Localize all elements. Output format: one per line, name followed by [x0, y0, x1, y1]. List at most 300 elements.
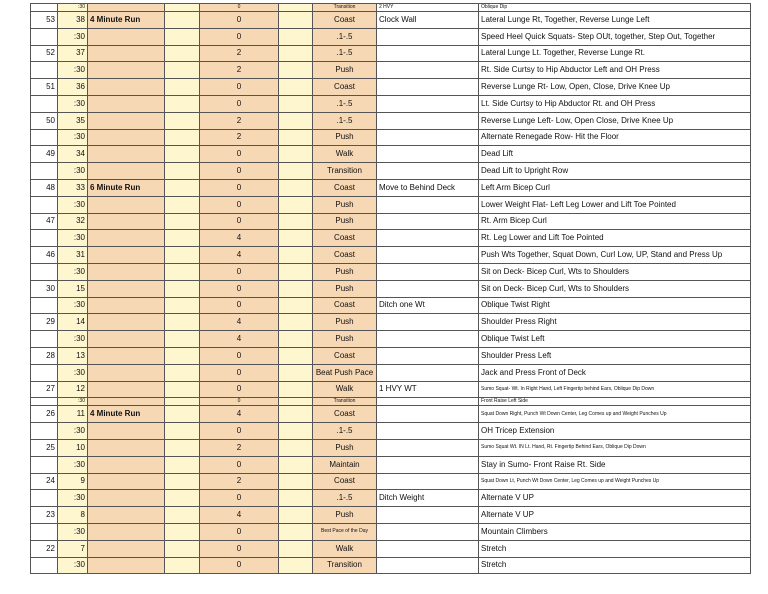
cell-pace: Push — [313, 280, 377, 297]
cell-note — [377, 45, 479, 62]
cell-interval — [31, 163, 58, 180]
cell-exercise: Stretch — [479, 557, 751, 574]
table-row — [31, 95, 751, 112]
cell-incline: 0 — [200, 213, 279, 230]
cell-run-label — [88, 557, 165, 574]
cell-run-label: 4 Minute Run — [88, 406, 165, 423]
cell-exercise: Mountain Climbers — [479, 523, 751, 540]
cell-note — [377, 280, 479, 297]
cell-interval: 28 — [31, 347, 58, 364]
cell-blank — [279, 331, 313, 348]
cell-blank — [165, 146, 200, 163]
cell-time: 10 — [58, 439, 88, 456]
cell-interval: 25 — [31, 439, 58, 456]
cell-blank — [279, 347, 313, 364]
cell-pace: Coast — [313, 79, 377, 96]
cell-incline: 0 — [200, 280, 279, 297]
cell-run-label — [88, 398, 165, 406]
cell-blank — [165, 112, 200, 129]
cell-run-label — [88, 540, 165, 557]
cell-time: 8 — [58, 507, 88, 524]
cell-incline: 4 — [200, 507, 279, 524]
cell-blank — [279, 62, 313, 79]
table-row — [31, 129, 751, 146]
table-row — [31, 45, 751, 62]
cell-time: :30 — [58, 364, 88, 381]
cell-time: 38 — [58, 12, 88, 29]
cell-incline: 0 — [200, 95, 279, 112]
cell-run-label — [88, 28, 165, 45]
table-row — [31, 347, 751, 364]
cell-exercise: Lateral Lunge Lt. Together, Reverse Lunge Rt. — [479, 45, 751, 62]
cell-run-label — [88, 129, 165, 146]
table-row — [31, 557, 751, 574]
cell-interval — [31, 398, 58, 406]
cell-interval — [31, 297, 58, 314]
cell-interval: 23 — [31, 507, 58, 524]
cell-note — [377, 439, 479, 456]
cell-blank — [165, 347, 200, 364]
cell-note — [377, 196, 479, 213]
table-row — [31, 456, 751, 473]
cell-blank — [165, 95, 200, 112]
cell-time: 36 — [58, 79, 88, 96]
cell-blank — [279, 381, 313, 398]
cell-blank — [279, 364, 313, 381]
cell-note: Move to Behind Deck — [377, 179, 479, 196]
cell-blank — [165, 280, 200, 297]
table-row — [31, 280, 751, 297]
cell-run-label — [88, 297, 165, 314]
cell-time: :30 — [58, 297, 88, 314]
cell-exercise: Sumo Squat Wt. IN Lt. Hand, Rt. Fingertip Behind Ears, Oblique Dip Down — [479, 439, 751, 456]
cell-run-label — [88, 423, 165, 440]
cell-exercise: Oblique Twist Right — [479, 297, 751, 314]
table-row — [31, 28, 751, 45]
cell-incline: 0 — [200, 398, 279, 406]
cell-interval — [31, 364, 58, 381]
cell-note — [377, 557, 479, 574]
cell-exercise: Push Wts Together, Squat Down, Curl Low, UP, Stand and Press Up — [479, 247, 751, 264]
cell-note — [377, 314, 479, 331]
cell-exercise: Rt. Side Curtsy to Hip Abductor Left and OH Press — [479, 62, 751, 79]
cell-interval — [31, 196, 58, 213]
cell-blank — [165, 381, 200, 398]
cell-incline: 0 — [200, 196, 279, 213]
cell-run-label — [88, 523, 165, 540]
cell-run-label — [88, 45, 165, 62]
cell-exercise: Front Raise Left Side — [479, 398, 751, 406]
cell-incline: 2 — [200, 439, 279, 456]
cell-incline: 0 — [200, 423, 279, 440]
cell-run-label — [88, 456, 165, 473]
table-row — [31, 247, 751, 264]
cell-pace: Push — [313, 314, 377, 331]
cell-blank — [279, 557, 313, 574]
cell-exercise: Alternate Renegade Row- Hit the Floor — [479, 129, 751, 146]
cell-blank — [279, 423, 313, 440]
table-row — [31, 540, 751, 557]
cell-pace: Push — [313, 129, 377, 146]
cell-pace: Push — [313, 62, 377, 79]
cell-note: Ditch one Wt — [377, 297, 479, 314]
cell-run-label — [88, 280, 165, 297]
cell-pace: .1-.5 — [313, 95, 377, 112]
cell-note: Clock Wall — [377, 12, 479, 29]
cell-note — [377, 79, 479, 96]
cell-time: 13 — [58, 347, 88, 364]
cell-pace: Coast — [313, 297, 377, 314]
cell-run-label — [88, 247, 165, 264]
cell-exercise: Rt. Leg Lower and Lift Toe Pointed — [479, 230, 751, 247]
cell-blank — [279, 280, 313, 297]
cell-exercise: Reverse Lunge Rt- Low, Open, Close, Drive Knee Up — [479, 79, 751, 96]
cell-incline: 0 — [200, 263, 279, 280]
cell-incline: 4 — [200, 230, 279, 247]
cell-note — [377, 213, 479, 230]
table-row — [31, 62, 751, 79]
cell-pace: Walk — [313, 540, 377, 557]
cell-incline: 0 — [200, 364, 279, 381]
cell-incline: 0 — [200, 381, 279, 398]
cell-blank — [279, 439, 313, 456]
cell-time: 32 — [58, 213, 88, 230]
table-row — [31, 364, 751, 381]
cell-blank — [165, 196, 200, 213]
table-row — [31, 381, 751, 398]
table-row — [31, 473, 751, 490]
cell-note — [377, 263, 479, 280]
cell-blank — [279, 398, 313, 406]
cell-interval: 49 — [31, 146, 58, 163]
cell-blank — [165, 230, 200, 247]
cell-blank — [279, 540, 313, 557]
cell-exercise: Stay in Sumo- Front Raise Rt. Side — [479, 456, 751, 473]
cell-pace: .1-.5 — [313, 45, 377, 62]
cell-run-label — [88, 507, 165, 524]
cell-blank — [165, 540, 200, 557]
table-row — [31, 146, 751, 163]
cell-note — [377, 364, 479, 381]
cell-incline: 0 — [200, 456, 279, 473]
cell-time: 7 — [58, 540, 88, 557]
cell-run-label — [88, 4, 165, 12]
cell-time: :30 — [58, 196, 88, 213]
cell-run-label — [88, 331, 165, 348]
cell-incline: 0 — [200, 146, 279, 163]
table-row — [31, 398, 751, 406]
cell-interval: 26 — [31, 406, 58, 423]
cell-blank — [165, 314, 200, 331]
cell-run-label — [88, 163, 165, 180]
cell-interval — [31, 331, 58, 348]
cell-incline: 0 — [200, 490, 279, 507]
cell-note — [377, 62, 479, 79]
cell-time: 35 — [58, 112, 88, 129]
cell-blank — [279, 163, 313, 180]
cell-note: 2 HVY — [377, 4, 479, 12]
cell-interval — [31, 28, 58, 45]
cell-time: 11 — [58, 406, 88, 423]
cell-blank — [165, 45, 200, 62]
cell-incline: 0 — [200, 79, 279, 96]
cell-blank — [165, 163, 200, 180]
cell-time: 9 — [58, 473, 88, 490]
cell-note — [377, 523, 479, 540]
cell-blank — [279, 406, 313, 423]
cell-blank — [165, 79, 200, 96]
cell-pace: Walk — [313, 146, 377, 163]
cell-note — [377, 247, 479, 264]
cell-incline: 0 — [200, 4, 279, 12]
cell-interval: 52 — [31, 45, 58, 62]
cell-run-label — [88, 364, 165, 381]
cell-incline: 2 — [200, 473, 279, 490]
cell-time: :30 — [58, 456, 88, 473]
cell-pace: Coast — [313, 473, 377, 490]
cell-exercise: Oblique Twist Left — [479, 331, 751, 348]
cell-exercise: Sit on Deck- Bicep Curl, Wts to Shoulders — [479, 280, 751, 297]
cell-exercise: OH Tricep Extension — [479, 423, 751, 440]
cell-note — [377, 163, 479, 180]
cell-run-label: 6 Minute Run — [88, 179, 165, 196]
cell-interval: 47 — [31, 213, 58, 230]
table-row — [31, 423, 751, 440]
cell-interval: 27 — [31, 381, 58, 398]
cell-note — [377, 406, 479, 423]
cell-blank — [279, 523, 313, 540]
table-row — [31, 230, 751, 247]
cell-note — [377, 540, 479, 557]
cell-interval — [31, 456, 58, 473]
cell-blank — [165, 439, 200, 456]
cell-blank — [165, 62, 200, 79]
cell-interval — [31, 95, 58, 112]
cell-exercise: Squat Down Lt, Punch Wt Down Center, Leg Comes up and Weight Punches Up — [479, 473, 751, 490]
cell-note — [377, 129, 479, 146]
cell-run-label — [88, 79, 165, 96]
table-row — [31, 507, 751, 524]
cell-pace: .1-.5 — [313, 490, 377, 507]
table-row — [31, 314, 751, 331]
cell-blank — [165, 4, 200, 12]
cell-exercise: Shoulder Press Left — [479, 347, 751, 364]
cell-run-label — [88, 62, 165, 79]
cell-pace: Best Pace of the Day — [313, 523, 377, 540]
cell-pace: Walk — [313, 381, 377, 398]
cell-pace: Beat Push Pace — [313, 364, 377, 381]
cell-blank — [279, 507, 313, 524]
cell-pace: .1-.5 — [313, 28, 377, 45]
cell-blank — [279, 4, 313, 12]
cell-incline: 0 — [200, 540, 279, 557]
cell-exercise: Sumo Squat- Wt. In Right Hand, Left Fingertip behind Ears, Oblique Dip Down — [479, 381, 751, 398]
table-row — [31, 179, 751, 196]
cell-note — [377, 146, 479, 163]
cell-blank — [279, 12, 313, 29]
cell-blank — [279, 146, 313, 163]
cell-blank — [165, 12, 200, 29]
table-row — [31, 439, 751, 456]
cell-time: :30 — [58, 230, 88, 247]
cell-interval — [31, 557, 58, 574]
cell-pace: Transition — [313, 4, 377, 12]
cell-time: :30 — [58, 28, 88, 45]
cell-blank — [165, 398, 200, 406]
cell-exercise: Speed Heel Quick Squats- Step OUt, together, Step Out, Together — [479, 28, 751, 45]
cell-blank — [165, 507, 200, 524]
cell-blank — [165, 456, 200, 473]
cell-time: 37 — [58, 45, 88, 62]
cell-run-label — [88, 146, 165, 163]
cell-time: :30 — [58, 423, 88, 440]
cell-time: :30 — [58, 62, 88, 79]
cell-incline: 0 — [200, 347, 279, 364]
cell-pace: Push — [313, 196, 377, 213]
cell-blank — [279, 263, 313, 280]
table-row — [31, 263, 751, 280]
cell-incline: 4 — [200, 314, 279, 331]
cell-pace: .1-.5 — [313, 423, 377, 440]
cell-incline: 0 — [200, 557, 279, 574]
cell-interval — [31, 423, 58, 440]
cell-interval: 22 — [31, 540, 58, 557]
cell-exercise: Lt. Side Curtsy to Hip Abductor Rt. and OH Press — [479, 95, 751, 112]
cell-incline: 4 — [200, 406, 279, 423]
cell-incline: 2 — [200, 129, 279, 146]
cell-pace: Transition — [313, 163, 377, 180]
cell-run-label — [88, 381, 165, 398]
cell-pace: Push — [313, 439, 377, 456]
table-row — [31, 163, 751, 180]
cell-interval: 48 — [31, 179, 58, 196]
cell-blank — [279, 314, 313, 331]
cell-blank — [165, 331, 200, 348]
cell-blank — [279, 473, 313, 490]
cell-incline: 4 — [200, 331, 279, 348]
cell-note — [377, 473, 479, 490]
cell-blank — [165, 557, 200, 574]
cell-pace: Push — [313, 507, 377, 524]
cell-blank — [279, 196, 313, 213]
cell-exercise: Oblique Dip — [479, 4, 751, 12]
cell-incline: 0 — [200, 179, 279, 196]
cell-note — [377, 331, 479, 348]
cell-interval: 53 — [31, 12, 58, 29]
cell-time: :30 — [58, 163, 88, 180]
cell-blank — [279, 230, 313, 247]
cell-pace: Coast — [313, 179, 377, 196]
cell-time: :30 — [58, 331, 88, 348]
cell-pace: Coast — [313, 247, 377, 264]
cell-pace: Maintain — [313, 456, 377, 473]
cell-time: :30 — [58, 557, 88, 574]
cell-pace: Push — [313, 263, 377, 280]
table-row — [31, 523, 751, 540]
cell-pace: Transition — [313, 557, 377, 574]
cell-note: Ditch Weight — [377, 490, 479, 507]
cell-note — [377, 423, 479, 440]
cell-interval: 50 — [31, 112, 58, 129]
cell-blank — [165, 129, 200, 146]
cell-note — [377, 456, 479, 473]
cell-blank — [279, 79, 313, 96]
cell-interval: 46 — [31, 247, 58, 264]
cell-interval: 29 — [31, 314, 58, 331]
cell-blank — [279, 179, 313, 196]
cell-interval — [31, 490, 58, 507]
cell-run-label — [88, 95, 165, 112]
cell-blank — [165, 406, 200, 423]
cell-blank — [279, 297, 313, 314]
cell-incline: 4 — [200, 247, 279, 264]
cell-blank — [279, 213, 313, 230]
cell-run-label — [88, 112, 165, 129]
cell-interval — [31, 263, 58, 280]
cell-time: :30 — [58, 4, 88, 12]
cell-run-label — [88, 490, 165, 507]
cell-blank — [279, 28, 313, 45]
cell-incline: 0 — [200, 28, 279, 45]
cell-exercise: Jack and Press Front of Deck — [479, 364, 751, 381]
cell-run-label — [88, 439, 165, 456]
cell-time: :30 — [58, 490, 88, 507]
table-row — [31, 112, 751, 129]
cell-blank — [279, 129, 313, 146]
table-row — [31, 79, 751, 96]
cell-incline: 2 — [200, 45, 279, 62]
cell-incline: 0 — [200, 297, 279, 314]
cell-exercise: Dead Lift to Upright Row — [479, 163, 751, 180]
cell-blank — [165, 297, 200, 314]
cell-exercise: Dead Lift — [479, 146, 751, 163]
cell-exercise: Lateral Lunge Rt, Together, Reverse Lunge Left — [479, 12, 751, 29]
table-row — [31, 490, 751, 507]
cell-note — [377, 230, 479, 247]
cell-run-label — [88, 263, 165, 280]
cell-pace: Coast — [313, 406, 377, 423]
cell-run-label — [88, 230, 165, 247]
cell-time: 33 — [58, 179, 88, 196]
cell-exercise: Rt. Arm Bicep Curl — [479, 213, 751, 230]
cell-time: :30 — [58, 95, 88, 112]
cell-exercise: Sit on Deck- Bicep Curl, Wts to Shoulders — [479, 263, 751, 280]
cell-exercise: Stretch — [479, 540, 751, 557]
cell-note: 1 HVY WT — [377, 381, 479, 398]
cell-time: :30 — [58, 129, 88, 146]
cell-time: :30 — [58, 398, 88, 406]
cell-interval — [31, 62, 58, 79]
cell-note — [377, 28, 479, 45]
cell-blank — [165, 213, 200, 230]
cell-time: :30 — [58, 263, 88, 280]
cell-blank — [165, 523, 200, 540]
table-row — [31, 196, 751, 213]
cell-note — [377, 347, 479, 364]
table-row — [31, 406, 751, 423]
cell-blank — [165, 490, 200, 507]
cell-exercise: Left Arm Bicep Curl — [479, 179, 751, 196]
cell-blank — [165, 28, 200, 45]
cell-time: 31 — [58, 247, 88, 264]
cell-exercise: Shoulder Press Right — [479, 314, 751, 331]
cell-exercise: Alternate V UP — [479, 507, 751, 524]
workout-table — [30, 3, 751, 574]
cell-blank — [279, 95, 313, 112]
cell-interval: 24 — [31, 473, 58, 490]
cell-blank — [165, 263, 200, 280]
cell-time: 34 — [58, 146, 88, 163]
